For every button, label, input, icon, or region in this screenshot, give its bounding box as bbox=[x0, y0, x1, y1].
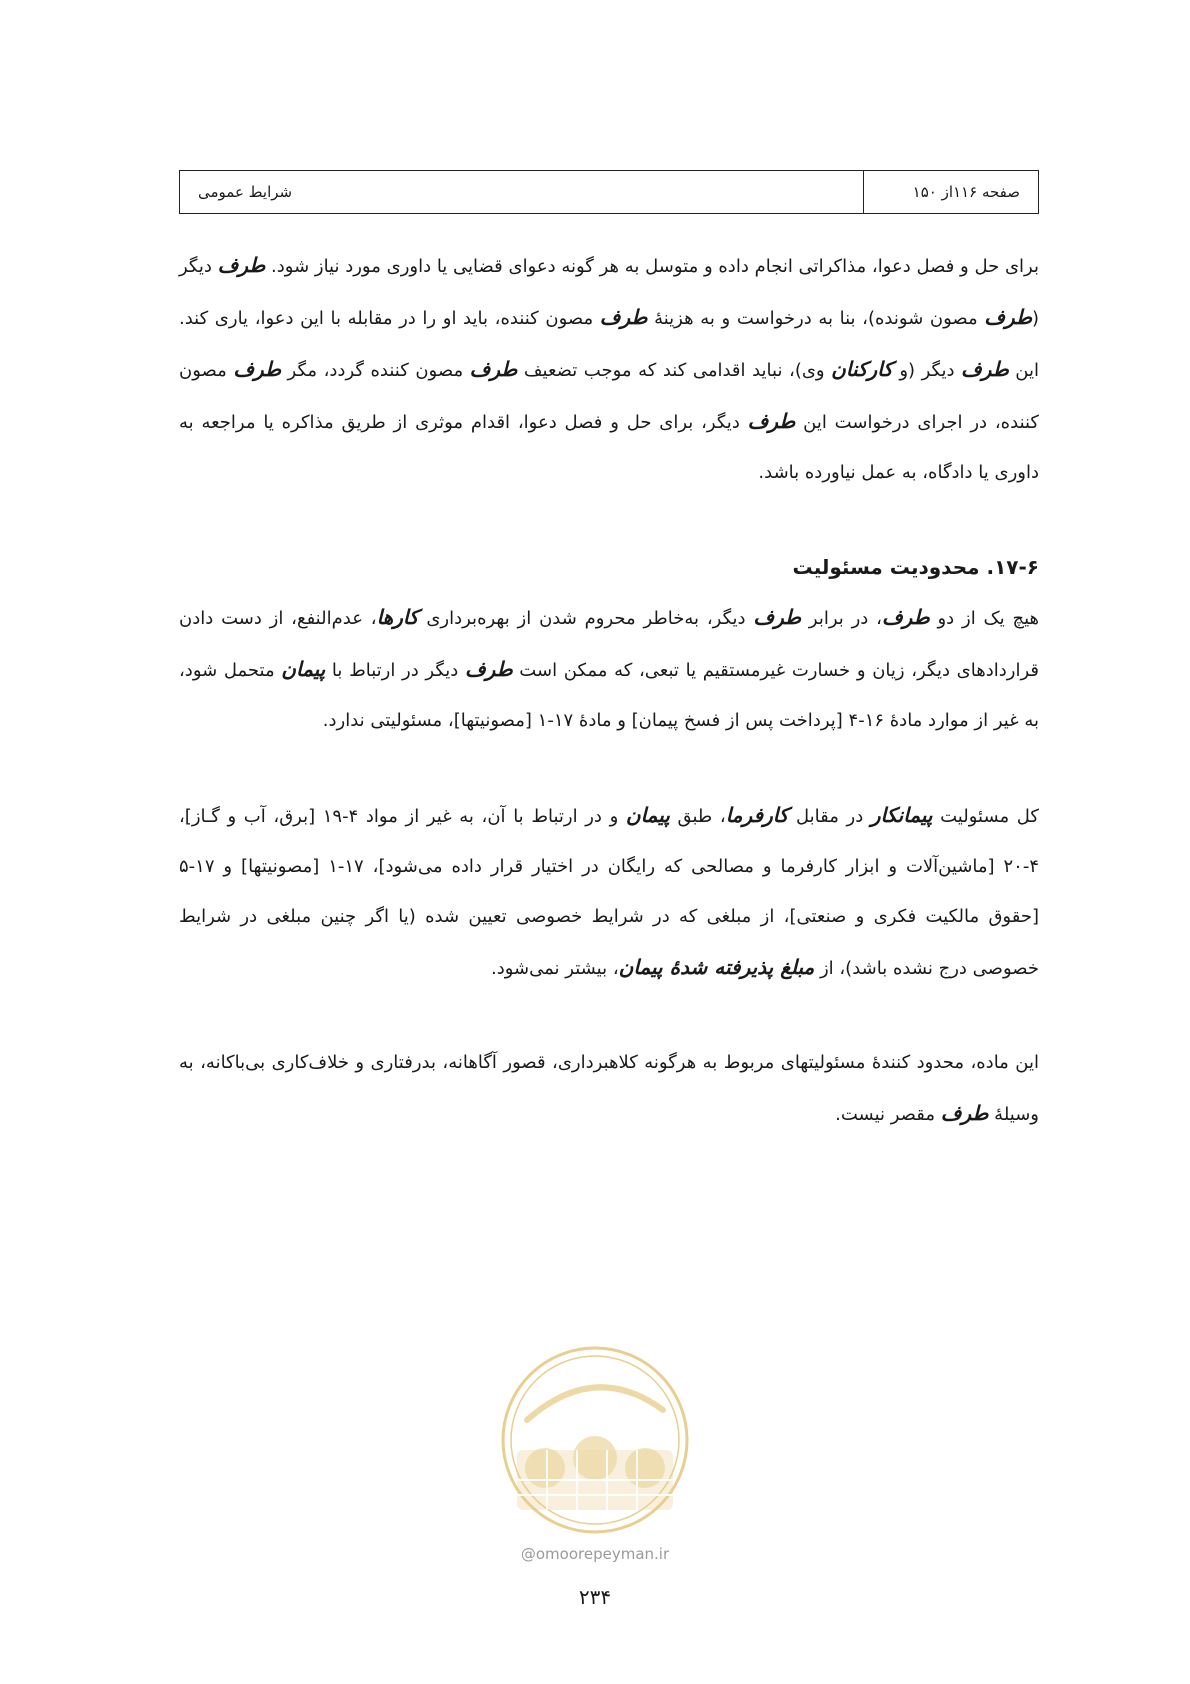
omoorepeyman-logo-icon bbox=[487, 1340, 703, 1540]
term-contractor: پیمانکار bbox=[870, 803, 933, 827]
term-contract: پیمان bbox=[625, 803, 670, 827]
term-accepted-contract-amount: مبلغ پذیرفته شدهٔ پیمان bbox=[618, 955, 815, 979]
document-body bbox=[179, 240, 1039, 1140]
document-title: شرایط عمومی bbox=[198, 183, 293, 201]
term-works: کارها bbox=[376, 605, 419, 629]
term-party: طرف bbox=[233, 357, 281, 381]
term-party: طرف bbox=[940, 1101, 989, 1125]
paragraph-fraud-exclusion: این ماده، محدود کنندهٔ مسئولیتهای مربوط به هرگونه کلاهبرداری، قصور آگاهانه، بدرفتاری و خلاف‌کاری بی‌باکانه، به وسیلهٔ طرف مقصر نیست. bbox=[179, 1052, 1039, 1125]
term-party: طرف bbox=[881, 605, 930, 629]
section-heading: ۱۷-۶. محدودیت مسئولیت bbox=[792, 555, 1039, 579]
term-personnel: کارکنان bbox=[831, 357, 893, 381]
term-contract: پیمان bbox=[281, 657, 326, 681]
term-party: طرف bbox=[469, 357, 518, 381]
term-party: طرف bbox=[217, 253, 266, 277]
term-party: طرف bbox=[747, 409, 796, 433]
page-number: ۲۳۴ bbox=[578, 1585, 612, 1609]
term-party: طرف bbox=[753, 605, 802, 629]
page-info: صفحه ۱۱۶از ۱۵۰ bbox=[863, 171, 1038, 213]
term-party: طرف bbox=[984, 305, 1032, 329]
paragraph-dispute-resolution: برای حل و فصل دعوا، مذاکراتی انجام داده و متوسل به هر گونه دعوای قضایی یا داوری مورد نیاز شود. طرف دیگر (طرف مصون شونده)، بنا به درخواست و به هزینهٔ طرف مصون کننده، باید او را در مقابله با این دعوا، یاری کند. این طرف دیگر (و کارکنان وی)، نباید اقدامی کند که موجب تضعیف طرف مصون کننده گردد، مگر طرف مصون کننده، در اجرای درخواست این طرف دیگر، برای حل و فصل دعوا، اقدام موثری از طریق مذاکره یا مراجعه به داوری یا دادگاه، به عمل نیاورده باشد. bbox=[179, 253, 1040, 483]
paragraph-total-liability: کل مسئولیت پیمانکار در مقابل کارفرما، طبق پیمان و در ارتباط با آن، به غیر از مواد ۴-۱۹ [برق، آب و گـاز]، ۴-۲۰ [ماشین‌آلات و ابزار کارفرما و مصالحی که رایگان در اختیار قرار داده می‌شود]، ۱۷-۱ [مصونیتها] و ۱۷-۵ [حقوق مالکیت فکری و صنعتی]، از مبلغی که در شرایط خصوصی تعیین شده (یا اگر چنین مبلغی در شرایط خصوصی درج نشده باشد)، از مبلغ پذیرفته شدهٔ پیمان، بیشتر نمی‌شود. bbox=[179, 803, 1039, 979]
watermark-logo bbox=[487, 1340, 703, 1540]
term-party: طرف bbox=[961, 357, 1009, 381]
term-employer: کارفرما bbox=[725, 803, 789, 827]
term-party: طرف bbox=[599, 305, 648, 329]
paragraph-indirect-damages: هیچ یک از دو طرف، در برابر طرف دیگر، به‌خاطر محروم شدن از بهره‌برداری کارها، عدم‌النفع، از دست دادن قراردادهای دیگر، زیان و خسارت غیرمستقیم یا تبعی، که ممکن است طرف دیگر در ارتباط با پیمان متحمل شود، به غیر از موارد مادهٔ ۱۶-۴ [پرداخت پس از فسخ پیمان] و مادهٔ ۱۷-۱ [مصونیتها]، مسئولیتی ندارد. bbox=[179, 605, 1039, 731]
page-header bbox=[179, 170, 1039, 214]
watermark-site: @omoorepeyman.ir bbox=[520, 1545, 670, 1563]
term-party: طرف bbox=[464, 657, 513, 681]
